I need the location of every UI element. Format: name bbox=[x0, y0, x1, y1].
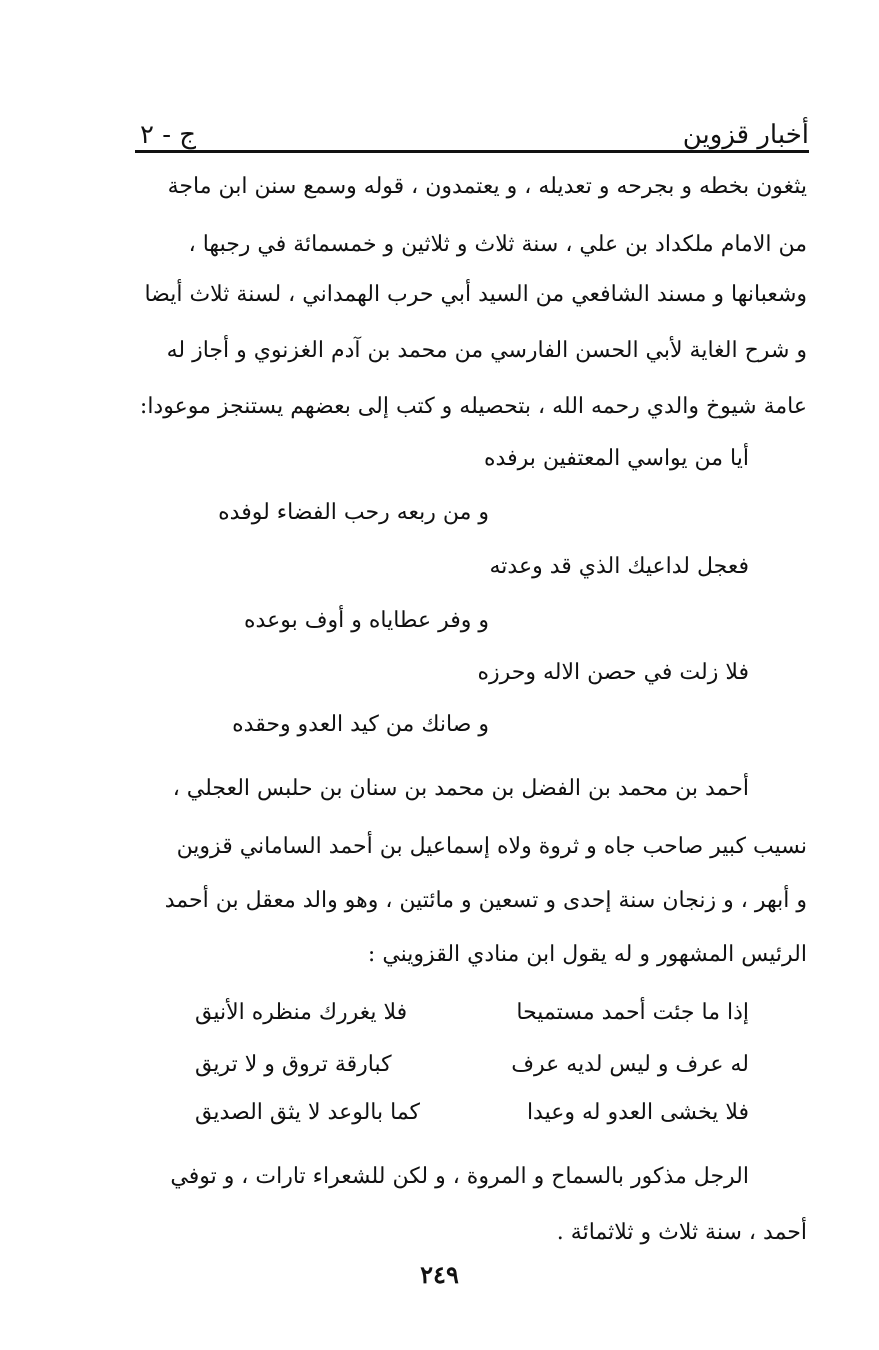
poem-1-hemistich-5: فلا زلت في حصن الاله وحرزه bbox=[477, 660, 749, 685]
paragraph-1-line-3: وشعبانها و مسند الشافعي من السيد أبي حرب الهمداني ، لسنة ثلاث أيضا bbox=[144, 282, 807, 307]
page-number: ٢٤٩ bbox=[420, 1260, 459, 1289]
poem-2-verse-1-second: فلا يغررك منظره الأنيق bbox=[195, 1000, 408, 1025]
running-header bbox=[140, 100, 809, 150]
header-title: أخبار قزوين bbox=[682, 120, 809, 150]
header-volume: ج - ٢ bbox=[140, 120, 197, 150]
header-rule bbox=[135, 150, 809, 153]
poem-1-hemistich-6: و صانك من كيد العدو وحقده bbox=[232, 712, 489, 737]
poem-2-verse-2-second: كبارقة تروق و لا تريق bbox=[195, 1052, 392, 1077]
poem-2-verse-1 bbox=[195, 1000, 749, 1025]
poem-1-hemistich-1: أيا من يواسي المعتفين برفده bbox=[484, 446, 749, 471]
paragraph-3-line-2: أحمد ، سنة ثلاث و ثلاثمائة . bbox=[556, 1220, 807, 1245]
paragraph-2-line-4: الرئيس المشهور و له يقول ابن منادي القزويني : bbox=[367, 942, 807, 967]
poem-2-verse-3-second: كما بالوعد لا يثق الصديق bbox=[195, 1100, 421, 1125]
poem-1-hemistich-2: و من ربعه رحب الفضاء لوفده bbox=[218, 500, 489, 525]
paragraph-1-line-2: من الامام ملكداد بن علي ، سنة ثلاث و ثلاثين و خمسمائة في رجبها ، bbox=[188, 232, 807, 257]
poem-2-verse-3 bbox=[195, 1100, 749, 1125]
poem-2-verse-2-first: له عرف و ليس لديه عرف bbox=[511, 1052, 749, 1077]
paragraph-1-line-1: يثغون بخطه و بجرحه و تعديله ، و يعتمدون ، قوله وسمع سنن ابن ماجة bbox=[167, 174, 807, 199]
paragraph-2-line-3: و أبهر ، و زنجان سنة إحدى و تسعين و مائتين ، وهو والد معقل بن أحمد bbox=[164, 888, 807, 913]
poem-1-hemistich-4: و وفر عطاياه و أوف بوعده bbox=[244, 608, 489, 633]
poem-2-verse-1-first: إذا ما جئت أحمد مستميحا bbox=[516, 1000, 749, 1025]
poem-1-hemistich-3: فعجل لداعيك الذي قد وعدته bbox=[489, 554, 749, 579]
paragraph-1-line-5: عامة شيوخ والدي رحمه الله ، بتحصيله و كتب إلى بعضهم يستنجز موعودا: bbox=[139, 394, 807, 419]
paragraph-2-line-2: نسيب كبير صاحب جاه و ثروة ولاه إسماعيل بن أحمد الساماني قزوين bbox=[176, 834, 807, 859]
poem-2-verse-3-first: فلا يخشى العدو له وعيدا bbox=[526, 1100, 749, 1125]
paragraph-3-line-1: الرجل مذكور بالسماح و المروة ، و لكن للشعراء تارات ، و توفي bbox=[170, 1164, 749, 1189]
paragraph-1-line-4: و شرح الغاية لأبي الحسن الفارسي من محمد بن آدم الغزنوي و أجاز له bbox=[166, 338, 807, 363]
paragraph-2-line-1: أحمد بن محمد بن الفضل بن محمد بن سنان بن حلبس العجلي ، bbox=[172, 776, 749, 801]
poem-2-verse-2 bbox=[195, 1052, 749, 1077]
